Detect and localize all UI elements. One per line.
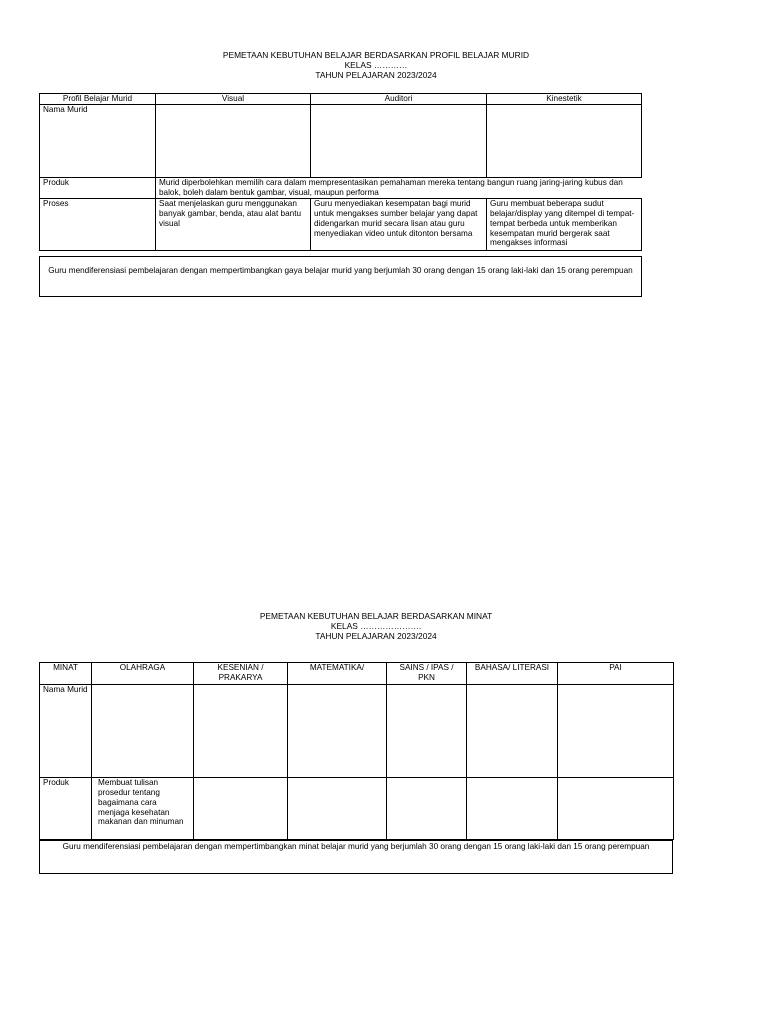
nama-murid-sains[interactable] (387, 685, 467, 778)
header-bahasa: BAHASA/ LITERASI (467, 663, 558, 685)
heading-year: TAHUN PELAJARAN 2023/2024 (315, 69, 437, 80)
header-visual: Visual (156, 94, 311, 105)
nama-murid-label: Nama Murid (40, 105, 156, 178)
produk-olahraga: Membuat tulisan prosedur tentang bagaimana cara menjaga kesehatan makanan dan minuman (92, 778, 194, 840)
proses-auditori: Guru menyediakan kesempatan bagi murid untuk mengakses sumber belajar yang dapat didengarkan murid secara lisan atau guru menyediakan video untuk ditonton bersama (311, 199, 487, 251)
header-kesenian: KESENIAN / PRAKARYA (194, 663, 288, 685)
proses-visual: Saat menjelaskan guru menggunakan banyak gambar, benda, atau alat bantu visual (156, 199, 311, 251)
nama-murid-matematika[interactable] (288, 685, 387, 778)
nama-murid-kesenian[interactable] (194, 685, 288, 778)
profil-belajar-note: Guru mendiferensiasi pembelajaran dengan mempertimbangkan gaya belajar murid yang berjumlah 30 orang dengan 15 orang laki-laki dan 15 orang perempuan (39, 256, 642, 297)
nama-murid-pai[interactable] (558, 685, 674, 778)
produk-label: Produk (40, 778, 92, 840)
profil-belajar-table (39, 93, 642, 251)
minat-note: Guru mendiferensiasi pembelajaran dengan mempertimbangkan minat belajar murid yang berjumlah 30 orang dengan 15 orang laki-laki dan 15 orang perempuan (39, 840, 673, 874)
minat-heading (0, 612, 760, 642)
header-olahraga: OLAHRAGA (92, 663, 194, 685)
header-sains: SAINS / IPAS / PKN (387, 663, 467, 685)
header-pai: PAI (558, 663, 674, 685)
nama-murid-bahasa[interactable] (467, 685, 558, 778)
header-minat: MINAT (40, 663, 92, 685)
header-profil: Profil Belajar Murid (40, 94, 156, 105)
heading-title: PEMETAAN KEBUTUHAN BELAJAR BERDASARKAN MINAT (259, 611, 493, 621)
proses-label: Proses (40, 199, 156, 251)
header-auditori: Auditori (311, 94, 487, 105)
heading-class: KELAS ………… (344, 59, 408, 70)
profil-belajar-heading (0, 51, 760, 81)
heading-class: KELAS …………………. (330, 620, 422, 631)
produk-bahasa[interactable] (467, 778, 558, 840)
header-matematika: MATEMATIKA/ (288, 663, 387, 685)
produk-label: Produk (40, 178, 156, 199)
produk-kesenian[interactable] (194, 778, 288, 840)
heading-title: PEMETAAN KEBUTUHAN BELAJAR BERDASARKAN PROFIL BELAJAR MURID (222, 50, 530, 60)
produk-pai[interactable] (558, 778, 674, 840)
nama-murid-auditori[interactable] (311, 105, 487, 178)
minat-table (39, 662, 674, 840)
nama-murid-olahraga[interactable] (92, 685, 194, 778)
nama-murid-kinestetik[interactable] (487, 105, 642, 178)
nama-murid-visual[interactable] (156, 105, 311, 178)
produk-matematika[interactable] (288, 778, 387, 840)
nama-murid-label: Nama Murid (40, 685, 92, 778)
proses-kinestetik: Guru membuat beberapa sudut belajar/display yang ditempel di tempat-tempat berbeda untuk memberikan kesempatan murid bergerak saat mengakses informasi (487, 199, 642, 251)
produk-sains[interactable] (387, 778, 467, 840)
produk-text: Murid diperbolehkan memilih cara dalam mempresentasikan pemahaman mereka tentang bangun ruang jaring-jaring kubus dan balok, boleh dalam bentuk gambar, visual, maupun performa (156, 178, 642, 199)
heading-year: TAHUN PELAJARAN 2023/2024 (315, 630, 437, 641)
header-kinestetik: Kinestetik (487, 94, 642, 105)
